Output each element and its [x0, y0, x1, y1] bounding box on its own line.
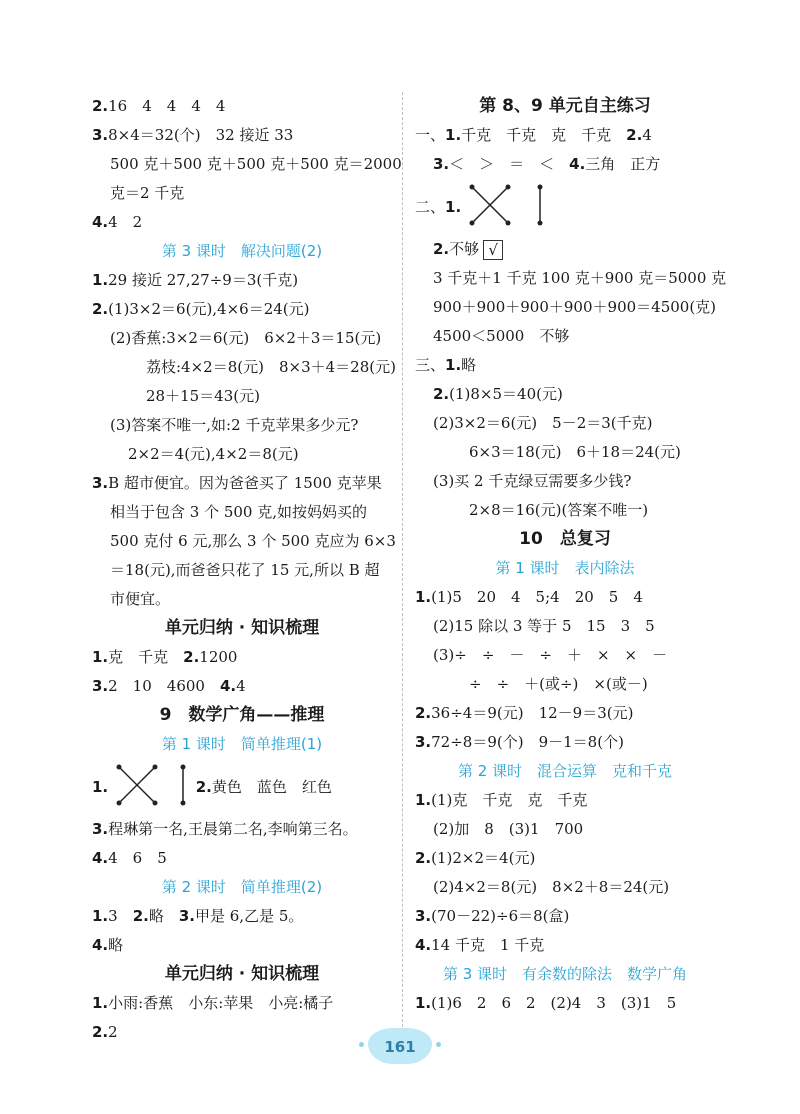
answer-line: 1.29 接近 27,27÷9＝3(千克)	[92, 271, 299, 289]
matching-diagram	[113, 763, 191, 807]
answer-line: 克＝2 千克	[110, 184, 185, 202]
answer-line: 3.2 10 4600 4.4	[92, 677, 246, 695]
lesson-heading: 第 2 课时 简单推理(2)	[161, 878, 323, 896]
answer-line: (2)加 8 (3)1 700	[433, 820, 584, 838]
answer-line: 2×8＝16(元)(答案不唯一)	[469, 501, 649, 519]
chapter-heading: 10 总复习	[519, 529, 611, 549]
answer-line: (2)香蕉:3×2＝6(元) 6×2＋3＝15(元)	[110, 329, 382, 347]
answer-line: 3.＜ ＞ ＝ ＜ 4.三角 正方	[433, 155, 661, 173]
answer-line: 一、1.千克 千克 克 千克 2.4	[415, 126, 652, 144]
lesson-heading: 第 1 课时 表内除法	[495, 559, 635, 577]
answer-line: 28＋15＝43(元)	[146, 387, 260, 405]
lesson-heading: 第 3 课时 解决问题(2)	[161, 242, 323, 260]
answer-line: 6×3＝18(元) 6＋18＝24(元)	[469, 443, 681, 461]
unit-summary-heading: 单元归纳 · 知识梳理	[164, 964, 320, 984]
lesson-heading: 第 3 课时 有余数的除法 数学广角	[442, 965, 688, 983]
answer-line: 相当于包含 3 个 500 克,如按妈妈买的	[110, 503, 368, 521]
answer-line: (2)4×2＝8(元) 8×2＋8＝24(元)	[433, 878, 670, 896]
matching-diagram	[466, 183, 550, 227]
answer-line: 1.3 2.略 3.甲是 6,乙是 5。	[92, 907, 304, 925]
answer-line: ÷ ÷ ＋(或÷) ×(或－)	[469, 675, 648, 693]
column-divider	[402, 92, 403, 1047]
answer-line: 2.16 4 4 4 4	[92, 97, 226, 115]
answer-line: 1.克 千克 2.1200	[92, 648, 238, 666]
answer-line: 2.2	[92, 1023, 118, 1041]
right-column	[415, 92, 727, 1018]
answer-line: 3 千克＋1 千克 100 克＋900 克＝5000 克	[433, 269, 727, 287]
answer-line: 1.(1)克 千克 克 千克	[415, 791, 588, 809]
answer-line: 500 克付 6 元,那么 3 个 500 克应为 6×3	[110, 532, 396, 550]
answer-line: (2)15 除以 3 等于 5 15 3 5	[433, 617, 655, 635]
answer-line: 1.小雨:香蕉 小东:苹果 小亮:橘子	[92, 994, 334, 1012]
answer-line: 1.(1)5 20 4 5;4 20 5 4	[415, 588, 643, 606]
answer-line: 2.36÷4＝9(元) 12－9＝3(元)	[415, 704, 634, 722]
answer-line: 4.14 千克 1 千克	[415, 936, 545, 954]
answer-line: 4.略	[92, 936, 124, 954]
answer-line: 2.(1)2×2＝4(元)	[415, 849, 536, 867]
checkmark-box: √	[483, 240, 503, 260]
chapter-heading: 9 数学广角——推理	[159, 705, 325, 725]
answer-line: 3.(70－22)÷6＝8(盒)	[415, 907, 570, 925]
answer-line: 三、1.略	[415, 356, 477, 374]
page-number: 161	[368, 1028, 432, 1064]
answer-line: 3.72÷8＝9(个) 9－1＝8(个)	[415, 733, 624, 751]
answer-line: 3.B 超市便宜。因为爸爸买了 1500 克苹果	[92, 474, 382, 492]
answer-line: 4500＜5000 不够	[433, 327, 570, 345]
unit-summary-heading: 单元归纳 · 知识梳理	[164, 618, 320, 638]
answer-line: 二、1.	[415, 179, 715, 235]
answer-line: 市便宜。	[110, 590, 171, 608]
answer-line: (3)÷ ÷ － ÷ ＋ × × －	[433, 646, 668, 664]
lesson-heading: 第 2 课时 混合运算 克和千克	[457, 762, 673, 780]
answer-line: 900＋900＋900＋900＋900＝4500(克)	[433, 298, 717, 316]
answer-line: 3.8×4＝32(个) 32 接近 33	[92, 126, 294, 144]
answer-line: 2.(1)8×5＝40(元)	[433, 385, 563, 403]
answer-line: 3.程琳第一名,王晨第二名,李响第三名。	[92, 820, 358, 838]
unit-practice-heading: 第 8、9 单元自主练习	[479, 96, 651, 116]
answer-line: (3)买 2 千克绿豆需要多少钱?	[433, 472, 632, 490]
answer-line: (2)3×2＝6(元) 5－2＝3(千克)	[433, 414, 653, 432]
answer-line: 荔枝:4×2＝8(元) 8×3＋4＝28(元)	[146, 358, 396, 376]
left-column	[92, 92, 402, 1047]
answer-line: 4.4 6 5	[92, 849, 167, 867]
answer-line: 500 克＋500 克＋500 克＋500 克＝2000	[110, 155, 402, 173]
answer-line: 2.(1)3×2＝6(元),4×6＝24(元)	[92, 300, 310, 318]
lesson-heading: 第 1 课时 简单推理(1)	[161, 735, 323, 753]
answer-line: (3)答案不唯一,如:2 千克苹果多少元?	[110, 416, 359, 434]
answer-line: ＝18(元),而爸爸只花了 15 元,所以 B 超	[110, 561, 380, 579]
answer-line: 2×2＝4(元),4×2＝8(元)	[128, 445, 299, 463]
answer-line: 2.不够 √	[415, 235, 715, 264]
answer-line: 1. 2.黄色 蓝色 红色	[92, 759, 392, 815]
answer-line: 1.(1)6 2 6 2 (2)4 3 (3)1 5	[415, 994, 677, 1012]
answer-line: 4.4 2	[92, 213, 143, 231]
